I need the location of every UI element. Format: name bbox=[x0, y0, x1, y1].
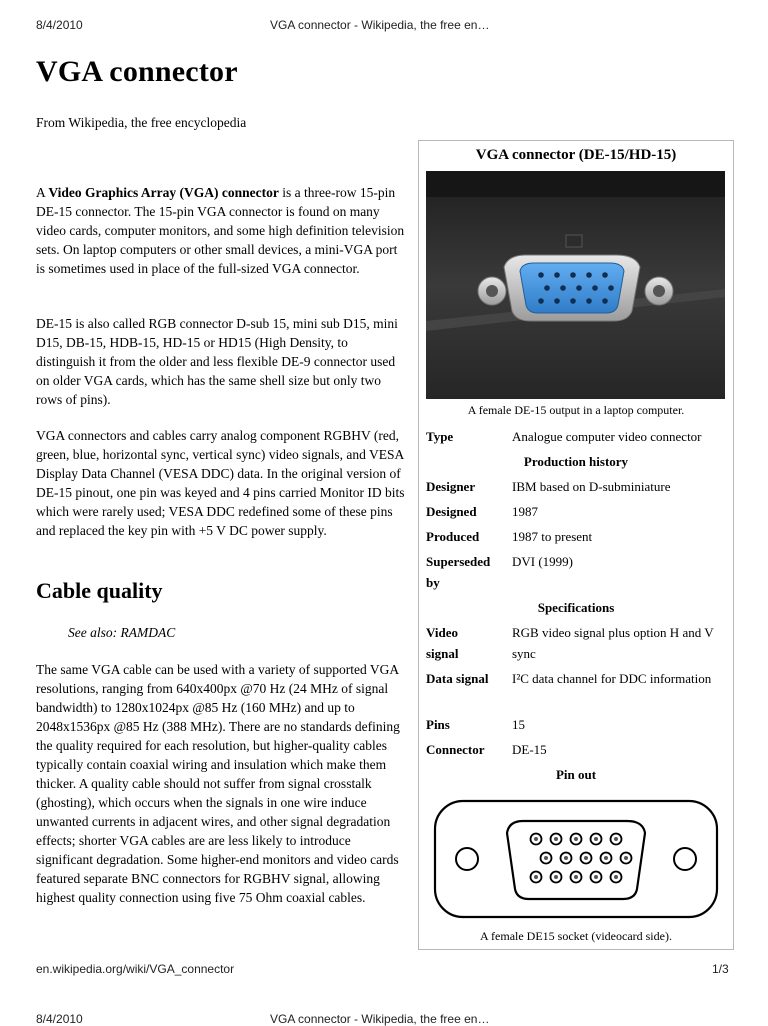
produced-label: Produced bbox=[426, 529, 480, 544]
data-signal-label: Data signal bbox=[426, 671, 489, 686]
print-page-title: VGA connector - Wikipedia, the free en… bbox=[270, 18, 490, 32]
pinout-caption: A female DE15 socket (videocard side). bbox=[480, 929, 672, 943]
video-signal-label: Video signal bbox=[426, 625, 459, 661]
de15-socket-drawing bbox=[431, 797, 721, 921]
page-title: VGA connector bbox=[36, 55, 238, 88]
intro-paragraph bbox=[36, 183, 408, 278]
produced-value: 1987 to present bbox=[512, 529, 593, 544]
designer-value: IBM based on D-subminiature bbox=[512, 479, 671, 494]
see-also-link[interactable]: See also: RAMDAC bbox=[68, 625, 176, 640]
specifications-heading: Specifications bbox=[537, 600, 615, 615]
pin-out-heading: Pin out bbox=[555, 767, 597, 782]
designed-label: Designed bbox=[426, 504, 477, 519]
paragraph-2: DE-15 is also called RGB connector D-sub 15, mini sub D15, mini D15, DB-15, HDB-15, HD-15 or HD15 (High Density, to distinguish it from the older and less flexible DE-9 connector used on older VGA cards, which has the same shell size but only two rows of pins). bbox=[36, 316, 398, 407]
intro-rest: is a three-row 15-pin DE-15 connector. The 15-pin VGA connector is found on many video cards, computer monitors, and some high definition television sets. On laptop computers or other small devices, a mini-VGA port is sometimes used in place of the full-sized VGA connector. bbox=[36, 185, 405, 276]
pins-value: 15 bbox=[512, 717, 525, 732]
designer-label: Designer bbox=[426, 479, 476, 494]
paragraph-3: VGA connectors and cables carry analog component RGBHV (red, green, blue, horizontal sync, vertical sync) video signals, and VESA Display Data Channel (VESA DDC) data. In the original version of DE-15 pinout, one pin was keyed and 4 pins carried Monitor ID bits which were rarely used; VESA DDC redefined some of these pins and replaced the key pin with +5 V DC power supply. bbox=[36, 428, 405, 538]
connector-value: DE-15 bbox=[512, 742, 547, 757]
pinout-diagram bbox=[431, 797, 721, 921]
intro-prefix: A bbox=[36, 185, 49, 200]
connector-photo bbox=[426, 171, 725, 399]
type-label: Type bbox=[426, 429, 454, 444]
print-date: 8/4/2010 bbox=[36, 18, 83, 32]
next-print-date: 8/4/2010 bbox=[36, 1012, 83, 1026]
footer-url[interactable]: en.wikipedia.org/wiki/VGA_connector bbox=[36, 962, 235, 976]
data-signal-value: I²C data channel for DDC information bbox=[512, 671, 712, 686]
superseded-value[interactable]: DVI (1999) bbox=[512, 554, 574, 569]
video-signal-value: RGB video signal plus option H and V sync bbox=[512, 625, 714, 661]
superseded-label: Superseded by bbox=[426, 554, 491, 590]
connector-label: Connector bbox=[426, 742, 485, 757]
designed-value: 1987 bbox=[512, 504, 538, 519]
infobox-title: VGA connector (DE-15/HD-15) bbox=[475, 147, 677, 163]
pins-label: Pins bbox=[426, 717, 450, 732]
next-print-page-title: VGA connector - Wikipedia, the free en… bbox=[270, 1012, 490, 1026]
intro-bold-term: Video Graphics Array (VGA) connector bbox=[48, 185, 279, 200]
laptop-vga-port-image bbox=[426, 171, 725, 399]
production-history-heading: Production history bbox=[523, 454, 629, 469]
infobox bbox=[418, 140, 734, 950]
footer-page-number: 1/3 bbox=[712, 962, 729, 976]
section-heading-cable-quality: Cable quality bbox=[36, 578, 163, 603]
page-subtitle: From Wikipedia, the free encyclopedia bbox=[36, 115, 247, 130]
type-value: Analogue computer video connector bbox=[512, 429, 702, 444]
paragraph-4: The same VGA cable can be used with a variety of supported VGA resolutions, ranging from 640x400px @70 Hz (24 MHz of signal bandwidth) to 1280x1024px @85 Hz (160 MHz) and up to 2048x1536px @85 Hz (388 MHz). There are no standards defining the quality required for each resolution, but higher-quality cables typically contain coaxial wiring and insulation which make them thicker. A quality cable should not suffer from signal crosstalk (ghosting), which occurs when the signals in one wire induce unwanted currents in adjacent wires, and other signal degradation effects; shorter VGA cables are are less likely to introduce significant degradation. Some higher-end monitors and video cards featured separate BNC connectors for RGBHV signal, allowing highest quality connection using five 75 Ohm coaxial cables. bbox=[36, 662, 400, 905]
photo-caption: A female DE-15 output in a laptop computer. bbox=[467, 403, 685, 417]
